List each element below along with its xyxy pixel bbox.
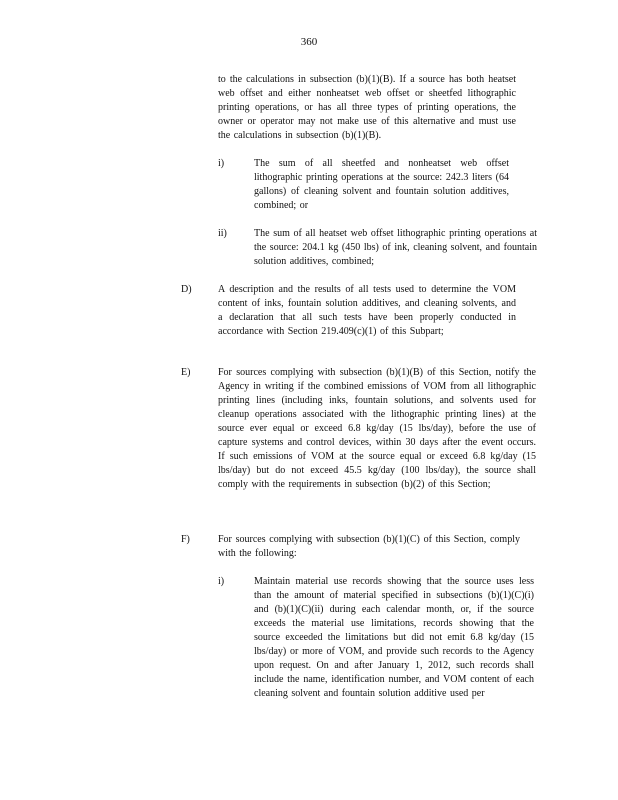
section-e-label: E) — [181, 367, 191, 378]
item-ii-label: ii) — [218, 228, 227, 239]
section-e-text: For sources complying with subsection (b)(1)(B) of this Section, notify the Agency in writing if the combined emissions of VOM from all lithographic printing lines (including inks, fountain solutions, and solvents used for cleanup operations associated with the lithographic printing lines) at the source ever equal or exceed 6.8 kg/day (15 lbs/day), before the use of capture systems and control devices, within 30 days after the event occurs. If such emissions of VOM at the source equal or exceed 6.8 kg/day (15 lbs/day) but do not exceed 45.5 kg/day (100 lbs/day), the source shall comply with the requirements in subsection (b)(2) of this Section; — [218, 367, 536, 490]
section-f-item-i-text: Maintain material use records showing that the source uses less than the amount of material specified in subsections (b)(1)(C)(i) and (b)(1)(C)(ii) during each calendar month, or, if the source exceeds the material use limitations, records showing that the source exceeded the limitations but did not emit 6.8 kg/day (15 lbs/day) or more of VOM, and provide such records to the Agency upon request. On and after January 1, 2012, such records shall include the name, identification number, and VOM content of each cleaning solvent and fountain solution additive used per — [254, 576, 534, 699]
intro-paragraph: to the calculations in subsection (b)(1)(B). If a source has both heatset web offset and either nonheatset web offset or sheetfed lithographic printing operations, or has all three types of printing operations, the owner or operator may not make use of this alternative and must use the calculations in subsection (b)(1)(B). — [218, 74, 516, 141]
section-d-text: A description and the results of all tests used to determine the VOM content of inks, fountain solution additives, and cleaning solvents, and a declaration that all such tests have been properly conducted in accordance with Section 219.409(c)(1) of this Subpart; — [218, 284, 516, 337]
section-f-text: For sources complying with subsection (b)(1)(C) of this Section, comply with the following: — [218, 534, 520, 559]
section-f-item-i-label: i) — [218, 576, 225, 587]
item-ii-text: The sum of all heatset web offset lithographic printing operations at the source: 204.1 kg (450 lbs) of ink, cleaning solvent, and fountain solution additives, combined; — [254, 228, 537, 267]
item-i-label: i) — [218, 158, 225, 169]
section-d-label: D) — [181, 284, 192, 295]
item-i-text: The sum of all sheetfed and nonheatset web offset lithographic printing operations at the source: 242.3 liters (64 gallons) of cleaning solvent and fountain solution additives, combined; or — [254, 158, 509, 211]
page-number: 360 — [300, 36, 318, 48]
section-f-label: F) — [181, 534, 190, 545]
